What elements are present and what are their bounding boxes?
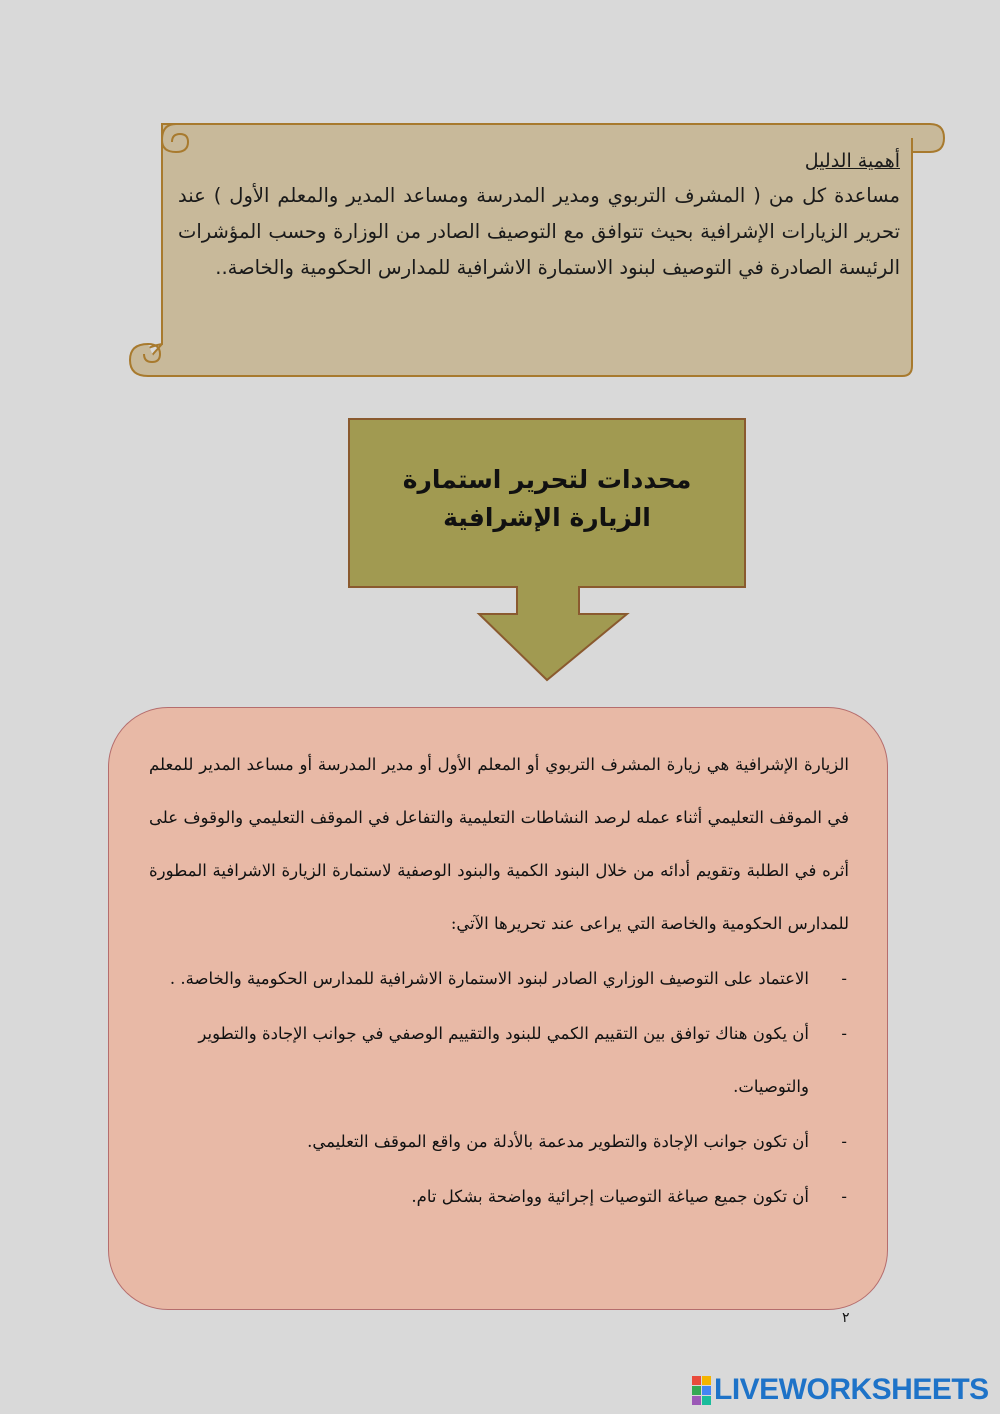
bullet-text: أن يكون هناك توافق بين التقييم الكمي للبنود والتقييم الوصفي في جوانب الإجادة والتطوير والتوصيات. [198,1024,809,1096]
title-text: محددات لتحرير استمارة الزيارة الإشرافية [402,465,692,532]
intro-paragraph: الزيارة الإشرافية هي زيارة المشرف التربوي أو المعلم الأول أو مدير المدرسة أو مساعد المدير للمعلم في الموقف التعليمي أثناء عمله لرصد النشاطات التعليمية والتفاعل في الموقف التعليمي والوقوف على أثره في الطلبة وتقويم أدائه من خلال البنود الكمية والبنود الوصفية لاستمارة الزيارة الاشرافية المطورة للمدارس الحكومية والخاصة التي يراعى عند تحريرها الآتي: [149,755,849,933]
title-box [349,419,745,587]
bullet-dash: - [841,969,847,988]
liveworksheets-logo[interactable] [692,1374,989,1406]
panel-content [149,738,849,1223]
scroll-body: مساعدة كل من ( المشرف التربوي ومدير المدرسة ومساعد المدير والمعلم الأول ) عند تحرير الزيارات الإشرافية بحيث تتوافق مع التوصيف الصادر من الوزارة وحسب المؤشرات الرئيسة الصادرة في التوصيف لبنود الاستمارة الاشرافية للمدارس الحكومية والخاصة.. [178,184,900,279]
bullet-text: أن تكون جميع صياغة التوصيات إجرائية وواضحة بشكل تام. [411,1187,809,1206]
list-item [149,952,849,1005]
bullet-dash: - [841,1187,847,1206]
title-arrow-shape [0,0,1000,700]
list-item [149,1007,849,1113]
bullet-dash: - [841,1132,847,1151]
bullet-list [149,952,849,1223]
bullet-text: أن تكون جوانب الإجادة والتطوير مدعمة بالأدلة من واقع الموقف التعليمي. [307,1132,809,1151]
bullet-text: الاعتماد على التوصيف الوزاري الصادر لبنود الاستمارة الاشرافية للمدارس الحكومية والخاصة. . [169,969,809,988]
content-panel [108,707,888,1310]
scroll-heading: أهمية الدليل [804,150,900,172]
list-item [149,1170,849,1223]
bullet-dash: - [841,1024,847,1043]
logo-text: LIVEWORKSHEETS [714,1373,989,1406]
page-number: ٢ [842,1310,850,1326]
logo-mark-icon [692,1376,710,1404]
list-item [149,1115,849,1168]
